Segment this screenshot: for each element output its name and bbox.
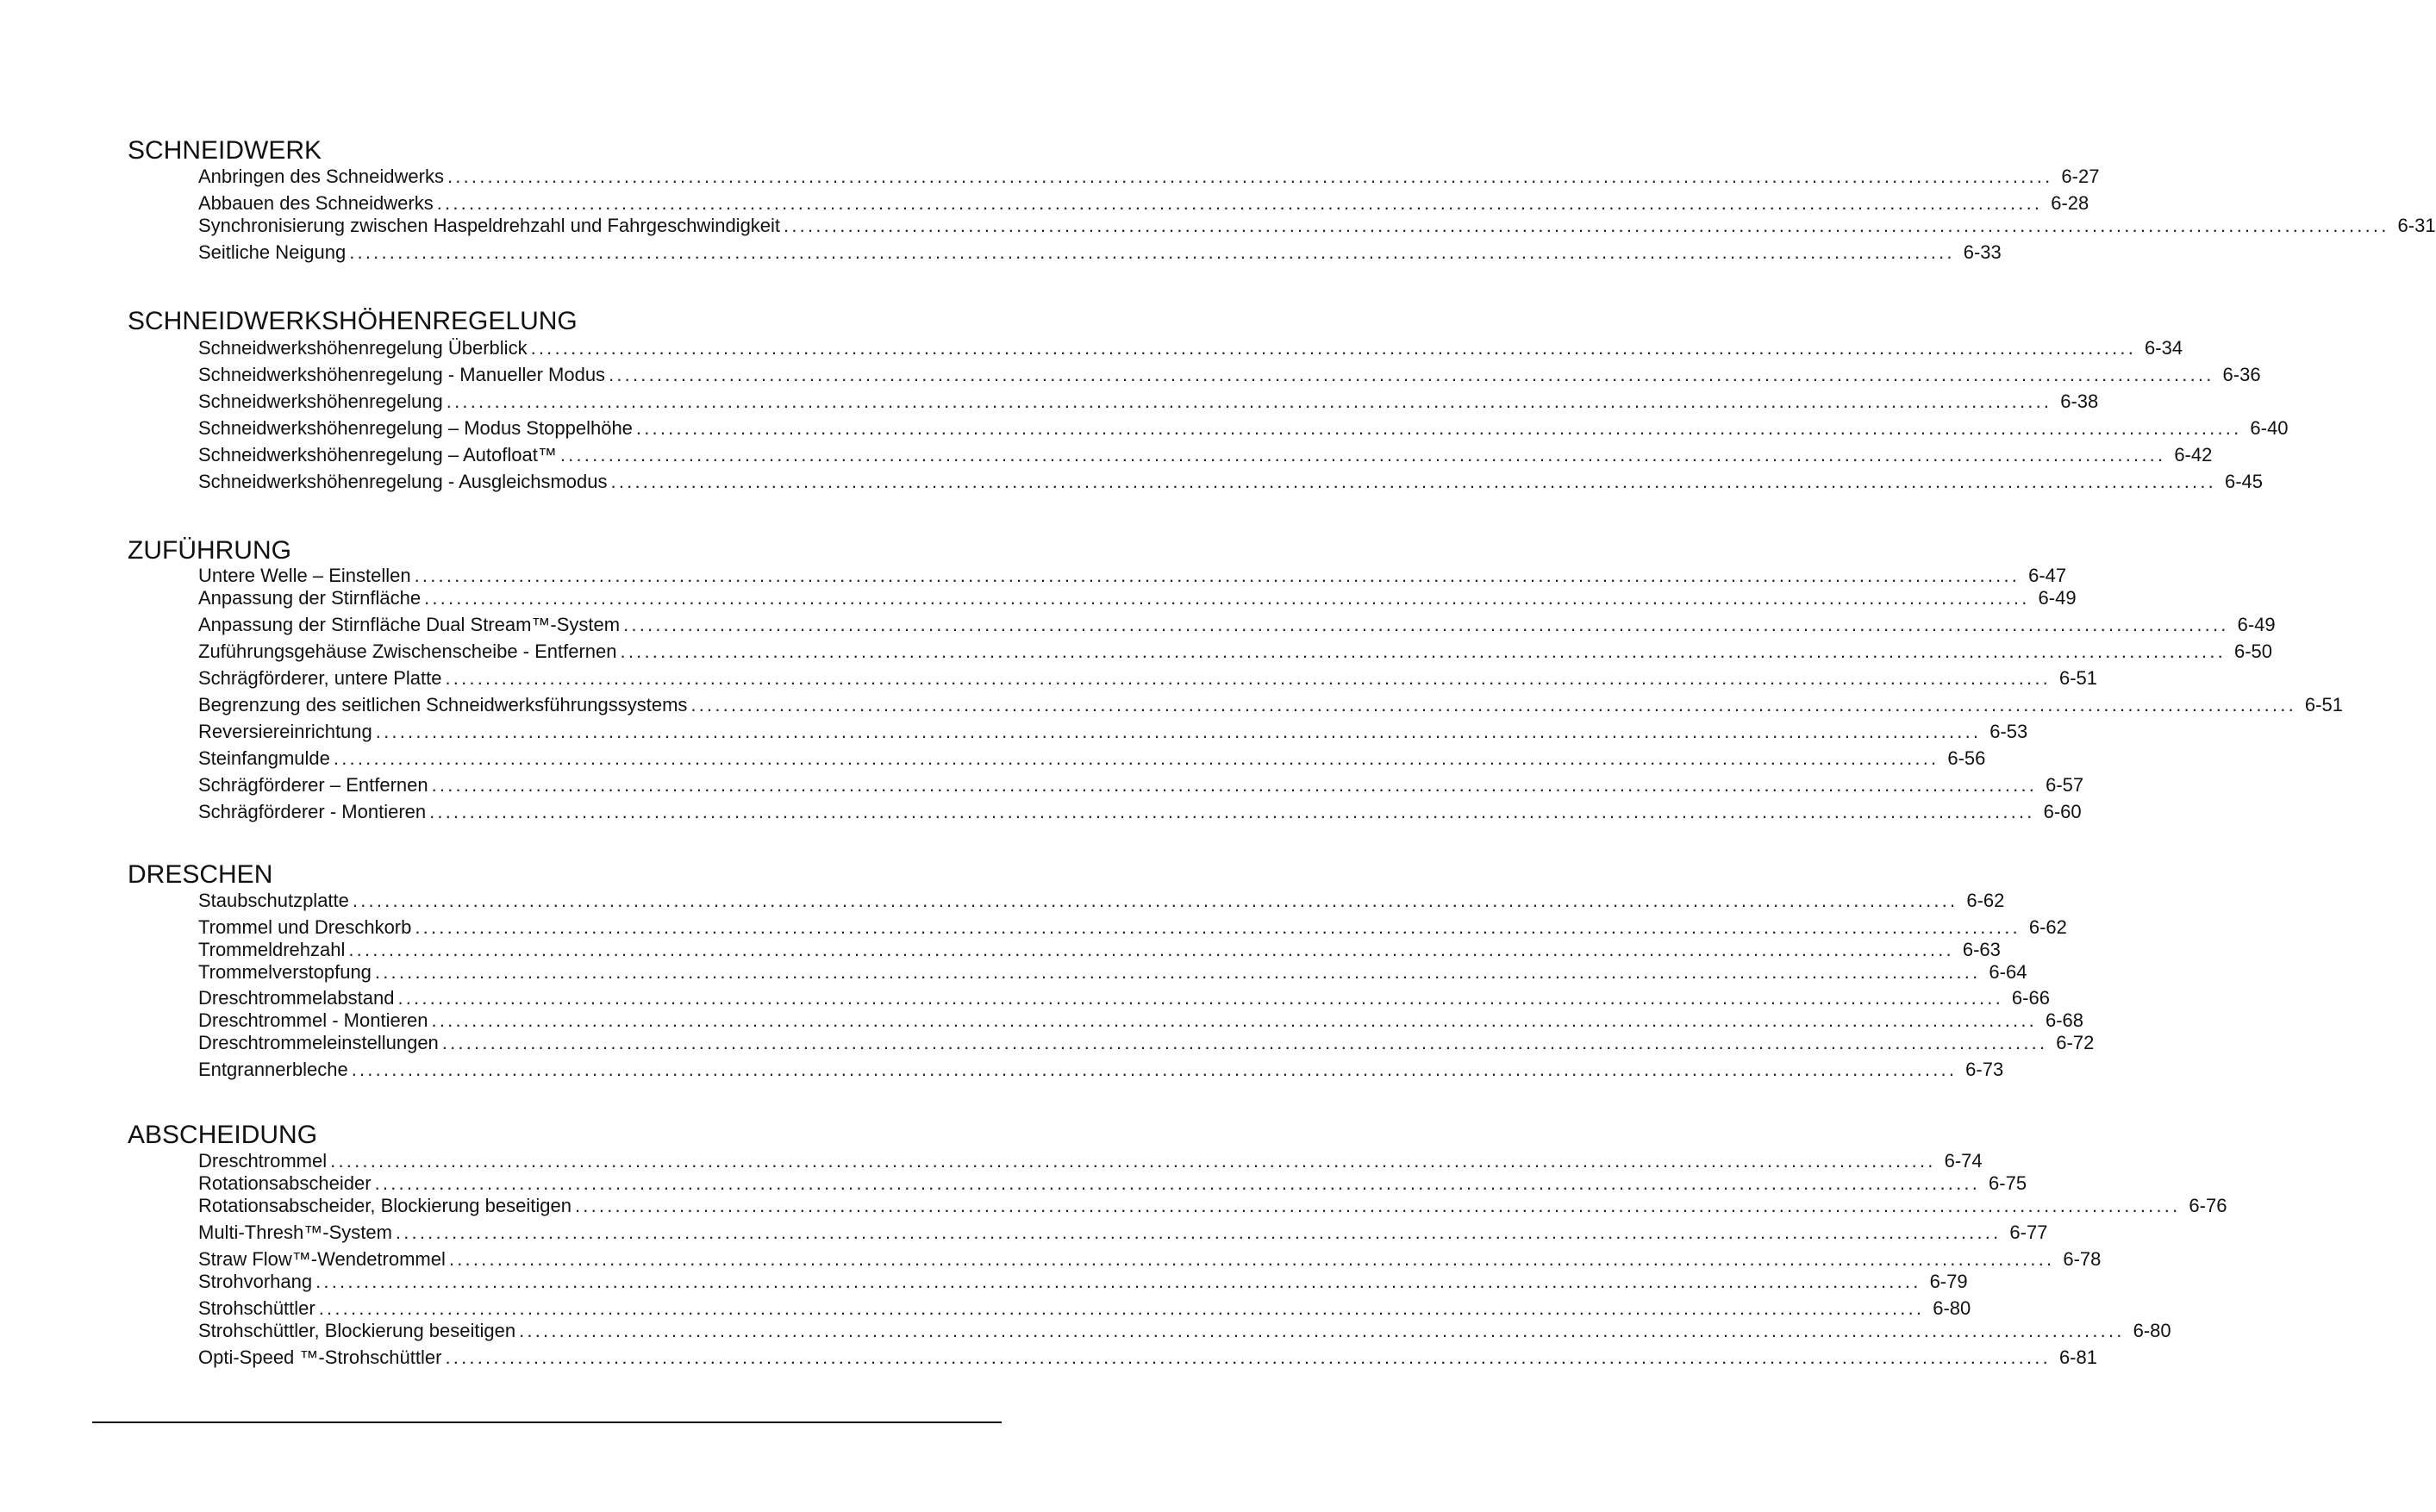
dot-leader: ........................................................................................................................................................................................................	[424, 587, 2030, 609]
dot-leader: ........................................................................................................................................................................................................	[559, 444, 2166, 465]
dot-leader: ........................................................................................................................................................................................................	[436, 192, 2043, 214]
dot-leader: ........................................................................................................................................................................................................	[375, 721, 1982, 742]
dot-leader: ........................................................................................................................................................................................................	[351, 1059, 1958, 1080]
entry-label: Schrägförderer - Montieren	[198, 801, 427, 822]
toc-entry[interactable]	[198, 640, 2273, 663]
entry-label: Dreschtrommeleinstellungen	[198, 1032, 439, 1053]
entry-page: 6-40	[2250, 417, 2289, 439]
entry-label: Schneidwerkshöhenregelung – Autofloat™	[198, 444, 557, 465]
toc-entry[interactable]	[198, 1032, 2095, 1054]
toc-entry[interactable]	[198, 987, 2050, 1009]
dot-leader: ........................................................................................................................................................................................................	[431, 1009, 2037, 1031]
entry-page: 6-51	[2058, 667, 2098, 689]
dot-leader: ........................................................................................................................................................................................................	[415, 916, 2021, 938]
dot-leader: ........................................................................................................................................................................................................	[429, 801, 2035, 822]
entry-page: 6-66	[2011, 987, 2050, 1009]
entry-page: 6-64	[1989, 961, 2027, 983]
toc-entry[interactable]	[198, 1320, 2171, 1342]
entry-label: Straw Flow™-Wendetrommel	[198, 1248, 446, 1270]
dot-leader: ........................................................................................................................................................................................................	[395, 1221, 2002, 1243]
entry-label: Dreschtrommel - Montieren	[198, 1009, 428, 1031]
entry-label: Strohvorhang	[198, 1271, 313, 1292]
bottom-rule	[92, 1421, 1002, 1423]
entry-page: 6-34	[2145, 337, 2183, 359]
entry-label: Trommeldrehzahl	[198, 939, 346, 960]
entry-label: Untere Welle – Einstellen	[198, 565, 411, 586]
toc-entry[interactable]	[198, 337, 2183, 359]
toc-entry[interactable]	[198, 166, 2100, 188]
dot-leader: ........................................................................................................................................................................................................	[574, 1195, 2181, 1216]
dot-leader: ........................................................................................................................................................................................................	[609, 364, 2214, 385]
entry-label: Dreschtrommelabstand	[198, 987, 395, 1009]
entry-page: 6-78	[2063, 1248, 2102, 1270]
entry-page: 6-62	[2028, 916, 2067, 938]
toc-entry[interactable]	[198, 390, 2099, 413]
entry-label: Synchronisierung zwischen Haspeldrehzahl und Fahrgeschwindigkeit	[198, 215, 781, 236]
entry-label: Begrenzung des seitlichen Schneidwerksführungssystems	[198, 694, 688, 715]
section-title: SCHNEIDWERK	[128, 136, 322, 165]
toc-entry[interactable]	[198, 1172, 2027, 1195]
entry-page: 6-80	[1933, 1297, 1971, 1319]
entry-label: Schneidwerkshöhenregelung Überblick	[198, 337, 528, 359]
toc-entry[interactable]	[198, 444, 2213, 466]
toc-entry[interactable]	[198, 939, 2001, 961]
entry-page: 6-33	[1963, 241, 2002, 263]
entry-label: Steinfangmulde	[198, 747, 330, 769]
dot-leader: ........................................................................................................................................................................................................	[448, 1248, 2055, 1270]
dot-leader: ........................................................................................................................................................................................................	[784, 215, 2389, 236]
entry-page: 6-47	[2028, 565, 2067, 586]
entry-page: 6-36	[2222, 364, 2261, 385]
toc-entry[interactable]	[198, 1271, 1968, 1293]
toc-entry[interactable]	[198, 667, 2098, 690]
section-title: DRESCHEN	[128, 860, 273, 889]
entry-page: 6-42	[2174, 444, 2213, 465]
toc-entry[interactable]	[198, 916, 2067, 939]
entry-label: Anbringen des Schneidwerks	[198, 166, 444, 187]
dot-leader: ........................................................................................................................................................................................................	[431, 774, 2038, 796]
entry-page: 6-68	[2045, 1009, 2084, 1031]
entry-label: Opti-Speed ™-Strohschüttler	[198, 1346, 442, 1368]
toc-entry[interactable]	[198, 721, 2028, 743]
section-title: SCHNEIDWERKSHÖHENREGELUNG	[128, 307, 578, 335]
entry-page: 6-49	[2038, 587, 2077, 609]
toc-entry[interactable]	[198, 192, 2089, 215]
toc-entry[interactable]	[198, 774, 2084, 797]
entry-label: Staubschutzplatte	[198, 890, 349, 911]
dot-leader: ........................................................................................................................................................................................................	[414, 565, 2021, 586]
entry-page: 6-45	[2224, 471, 2264, 492]
entry-page: 6-76	[2189, 1195, 2227, 1216]
entry-page: 6-72	[2056, 1032, 2095, 1053]
toc-entry[interactable]	[198, 1248, 2102, 1271]
dot-leader: ........................................................................................................................................................................................................	[397, 987, 2003, 1009]
dot-leader: ........................................................................................................................................................................................................	[445, 1346, 2051, 1368]
dot-leader: ........................................................................................................................................................................................................	[635, 417, 2242, 439]
toc-entry[interactable]	[198, 614, 2276, 636]
entry-label: Schneidwerkshöhenregelung - Manueller Modus	[198, 364, 606, 385]
entry-label: Seitliche Neigung	[198, 241, 347, 263]
entry-page: 6-31	[2397, 215, 2436, 236]
toc-entry[interactable]	[198, 241, 2002, 264]
toc-entry[interactable]	[198, 890, 2005, 912]
entry-page: 6-81	[2058, 1346, 2097, 1368]
dot-leader: ........................................................................................................................................................................................................	[623, 614, 2229, 635]
toc-entry[interactable]	[198, 747, 1986, 770]
dot-leader: ........................................................................................................................................................................................................	[374, 961, 1981, 983]
entry-label: Rotationsabscheider	[198, 1172, 372, 1194]
entry-label: Zuführungsgehäuse Zwischenscheibe - Entfernen	[198, 640, 617, 662]
entry-label: Rotationsabscheider, Blockierung beseitigen	[198, 1195, 572, 1216]
entry-page: 6-62	[1966, 890, 2005, 911]
entry-label: Trommel und Dreschkorb	[198, 916, 412, 938]
entry-label: Schneidwerkshöhenregelung - Ausgleichsmodus	[198, 471, 608, 492]
dot-leader: ........................................................................................................................................................................................................	[441, 1032, 2048, 1053]
toc-entry[interactable]	[198, 801, 2082, 823]
entry-page: 6-60	[2043, 801, 2082, 822]
dot-leader: ........................................................................................................................................................................................................	[690, 694, 2296, 715]
toc-entry[interactable]	[198, 1195, 2227, 1217]
dot-leader: ........................................................................................................................................................................................................	[374, 1172, 1981, 1194]
entry-page: 6-38	[2060, 390, 2099, 412]
entry-label: Abbauen des Schneidwerks	[198, 192, 434, 214]
dot-leader: ........................................................................................................................................................................................................	[446, 390, 2052, 412]
entry-label: Trommelverstopfung	[198, 961, 372, 983]
toc-entry[interactable]	[198, 587, 2077, 609]
dot-leader: ........................................................................................................................................................................................................	[447, 166, 2053, 187]
toc-entry[interactable]	[198, 1150, 1983, 1172]
toc-entry[interactable]	[198, 565, 2067, 587]
entry-page: 6-28	[2051, 192, 2089, 214]
entry-page: 6-80	[2133, 1320, 2171, 1341]
dot-leader: ........................................................................................................................................................................................................	[349, 241, 1955, 263]
toc-entry[interactable]	[198, 471, 2264, 493]
entry-page: 6-50	[2233, 640, 2273, 662]
entry-label: Schrägförderer – Entfernen	[198, 774, 428, 796]
entry-page: 6-73	[1965, 1059, 2004, 1080]
toc-entry[interactable]	[198, 1009, 2084, 1032]
entry-label: Entgrannerbleche	[198, 1059, 348, 1080]
entry-page: 6-53	[1989, 721, 2028, 742]
entry-label: Schneidwerkshöhenregelung – Modus Stoppelhöhe	[198, 417, 633, 439]
dot-leader: ........................................................................................................................................................................................................	[330, 1150, 1936, 1171]
entry-page: 6-75	[1989, 1172, 2027, 1194]
section-title: ABSCHEIDUNG	[128, 1121, 318, 1149]
dot-leader: ........................................................................................................................................................................................................	[445, 667, 2051, 689]
toc-entry[interactable]	[198, 1059, 2004, 1081]
toc-entry[interactable]	[198, 1297, 1971, 1320]
dot-leader: ........................................................................................................................................................................................................	[333, 747, 1939, 769]
dot-leader: ........................................................................................................................................................................................................	[352, 890, 1958, 911]
entry-label: Anpassung der Stirnfläche Dual Stream™-System	[198, 614, 621, 635]
entry-label: Multi-Thresh™-System	[198, 1221, 392, 1243]
toc-entry[interactable]	[198, 1221, 2048, 1244]
entry-label: Strohschüttler	[198, 1297, 315, 1319]
dot-leader: ........................................................................................................................................................................................................	[620, 640, 2226, 662]
toc-entry[interactable]	[198, 1346, 2097, 1369]
toc-entry[interactable]	[198, 961, 2027, 984]
entry-page: 6-56	[1947, 747, 1986, 769]
entry-label: Schrägförderer, untere Platte	[198, 667, 442, 689]
dot-leader: ........................................................................................................................................................................................................	[348, 939, 1954, 960]
entry-page: 6-57	[2046, 774, 2084, 796]
entry-page: 6-49	[2237, 614, 2276, 635]
toc-entry[interactable]	[198, 215, 2436, 237]
dot-leader: ........................................................................................................................................................................................................	[315, 1271, 1921, 1292]
entry-page: 6-51	[2304, 694, 2343, 715]
entry-page: 6-63	[1962, 939, 2001, 960]
entry-page: 6-74	[1944, 1150, 1983, 1171]
entry-label: Dreschtrommel	[198, 1150, 328, 1171]
dot-leader: ........................................................................................................................................................................................................	[318, 1297, 1925, 1319]
entry-page: 6-77	[2009, 1221, 2048, 1243]
entry-label: Schneidwerkshöhenregelung	[198, 390, 443, 412]
section-title: ZUFÜHRUNG	[128, 536, 291, 565]
toc-entry[interactable]	[198, 417, 2289, 440]
entry-label: Reversiereinrichtung	[198, 721, 372, 742]
entry-page: 6-79	[1929, 1271, 1968, 1292]
dot-leader: ........................................................................................................................................................................................................	[610, 471, 2216, 492]
entry-label: Anpassung der Stirnfläche	[198, 587, 422, 609]
dot-leader: ........................................................................................................................................................................................................	[530, 337, 2137, 359]
toc-entry[interactable]	[198, 364, 2261, 386]
entry-label: Strohschüttler, Blockierung beseitigen	[198, 1320, 516, 1341]
entry-page: 6-27	[2061, 166, 2100, 187]
dot-leader: ........................................................................................................................................................................................................	[519, 1320, 2125, 1341]
toc-entry[interactable]	[198, 694, 2343, 716]
